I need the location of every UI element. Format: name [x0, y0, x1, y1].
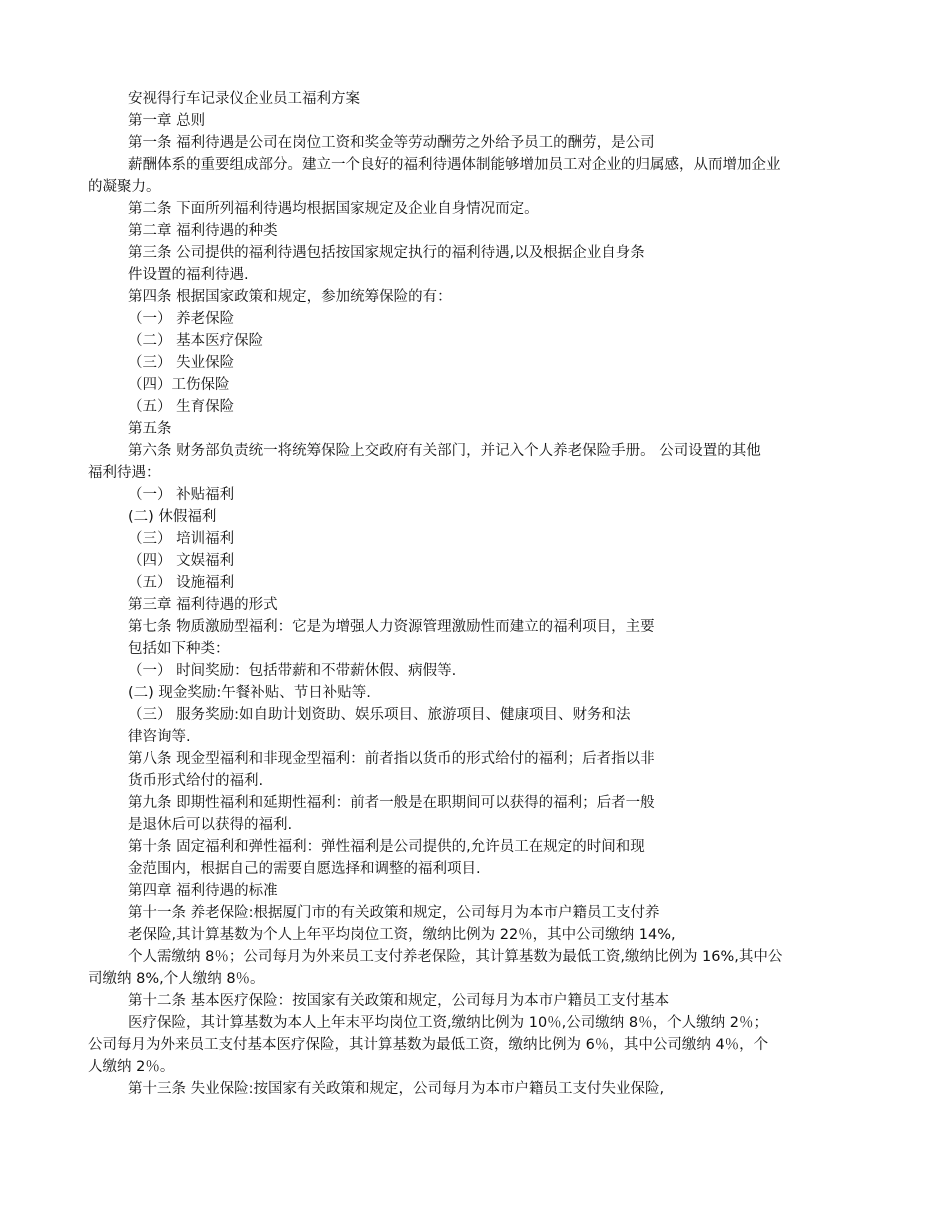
list-item: （一） 养老保险 — [128, 311, 235, 327]
article-line: 第三条 公司提供的福利待遇包括按国家规定执行的福利待遇,以及根据企业自身条 — [128, 245, 645, 261]
list-item: （四）工伤保险 — [128, 377, 230, 393]
article-line: 医疗保险，其计算基数为本人上年末平均岗位工资,缴纳比例为 10％,公司缴纳 8％，个人缴纳 2％； — [128, 1015, 768, 1031]
article-line: 件设置的福利待遇. — [128, 267, 249, 283]
list-item: （一） 补贴福利 — [128, 487, 235, 503]
list-item: (二) 现金奖励:午餐补贴、节日补贴等. — [128, 685, 371, 701]
article-line: 第四条 根据国家政策和规定，参加统筹保险的有： — [128, 289, 452, 305]
article-line: 第七条 物质激励型福利：它是为增强人力资源管理激励性而建立的福利项目，主要 — [128, 619, 655, 635]
article-line: 第十一条 养老保险:根据厦门市的有关政策和规定，公司每月为本市户籍员工支付养 — [128, 905, 660, 921]
list-item: （三） 培训福利 — [128, 531, 235, 547]
list-item: （三） 失业保险 — [128, 355, 235, 371]
article-line: 金范围内，根据自己的需要自愿选择和调整的福利项目. — [128, 861, 481, 877]
list-item: （三） 服务奖励:如自助计划资助、娱乐项目、旅游项目、健康项目、财务和法 — [128, 707, 631, 723]
article-line: 司缴纳 8%,个人缴纳 8％。 — [88, 971, 265, 987]
list-item: （四） 文娱福利 — [128, 553, 235, 569]
article-line: 第九条 即期性福利和延期性福利：前者一般是在职期间可以获得的福利；后者一般 — [128, 795, 655, 811]
chapter-heading: 第二章 福利待遇的种类 — [128, 223, 278, 239]
article-line: 律咨询等. — [128, 729, 191, 745]
article-line: 第二条 下面所列福利待遇均根据国家规定及企业自身情况而定。 — [128, 201, 539, 217]
article-line: 货币形式给付的福利. — [128, 773, 264, 789]
article-line: 是退休后可以获得的福利. — [128, 817, 293, 833]
article-line: 人缴纳 2％。 — [88, 1059, 175, 1075]
article-line: 第十条 固定福利和弹性福利：弹性福利是公司提供的,允许员工在规定的时间和现 — [128, 839, 645, 855]
article-line: 薪酬体系的重要组成部分。建立一个良好的福利待遇体制能够增加员工对企业的归属感，从而增加企业 — [128, 157, 781, 173]
article-line: 公司每月为外来员工支付基本医疗保险，其计算基数为最低工资，缴纳比例为 6％，其中公司缴纳 4％，个 — [88, 1037, 769, 1053]
list-item: （五） 设施福利 — [128, 575, 235, 591]
list-item: (二) 休假福利 — [128, 509, 217, 525]
article-line: 第一条 福利待遇是公司在岗位工资和奖金等劳动酬劳之外给予员工的酬劳，是公司 — [128, 135, 655, 151]
article-line: 第六条 财务部负责统一将统筹保险上交政府有关部门，并记入个人养老保险手册。 公司设置的其他 — [128, 443, 761, 459]
article-line: 老保险,其计算基数为个人上年平均岗位工资，缴纳比例为 22％，其中公司缴纳 14%, — [128, 927, 676, 943]
chapter-heading: 第四章 福利待遇的标准 — [128, 883, 278, 899]
list-item: （一） 时间奖励：包括带薪和不带薪休假、病假等. — [128, 663, 457, 679]
article-line: 第五条 — [128, 421, 172, 437]
article-line: 的凝聚力。 — [88, 179, 161, 195]
article-line: 包括如下种类： — [128, 641, 230, 657]
article-line: 第十二条 基本医疗保险：按国家有关政策和规定，公司每月为本市户籍员工支付基本 — [128, 993, 670, 1009]
article-line: 个人需缴纳 8％；公司每月为外来员工支付养老保险，其计算基数为最低工资,缴纳比例为 16%,其中公 — [128, 949, 783, 965]
chapter-heading: 第一章 总则 — [128, 113, 206, 129]
article-line: 第八条 现金型福利和非现金型福利：前者指以货币的形式给付的福利；后者指以非 — [128, 751, 655, 767]
article-line: 福利待遇： — [88, 465, 161, 481]
list-item: （二） 基本医疗保险 — [128, 333, 264, 349]
article-line: 第十三条 失业保险:按国家有关政策和规定，公司每月为本市户籍员工支付失业保险, — [128, 1081, 665, 1097]
list-item: （五） 生育保险 — [128, 399, 235, 415]
document-title: 安视得行车记录仪企业员工福利方案 — [128, 91, 360, 107]
chapter-heading: 第三章 福利待遇的形式 — [128, 597, 278, 613]
